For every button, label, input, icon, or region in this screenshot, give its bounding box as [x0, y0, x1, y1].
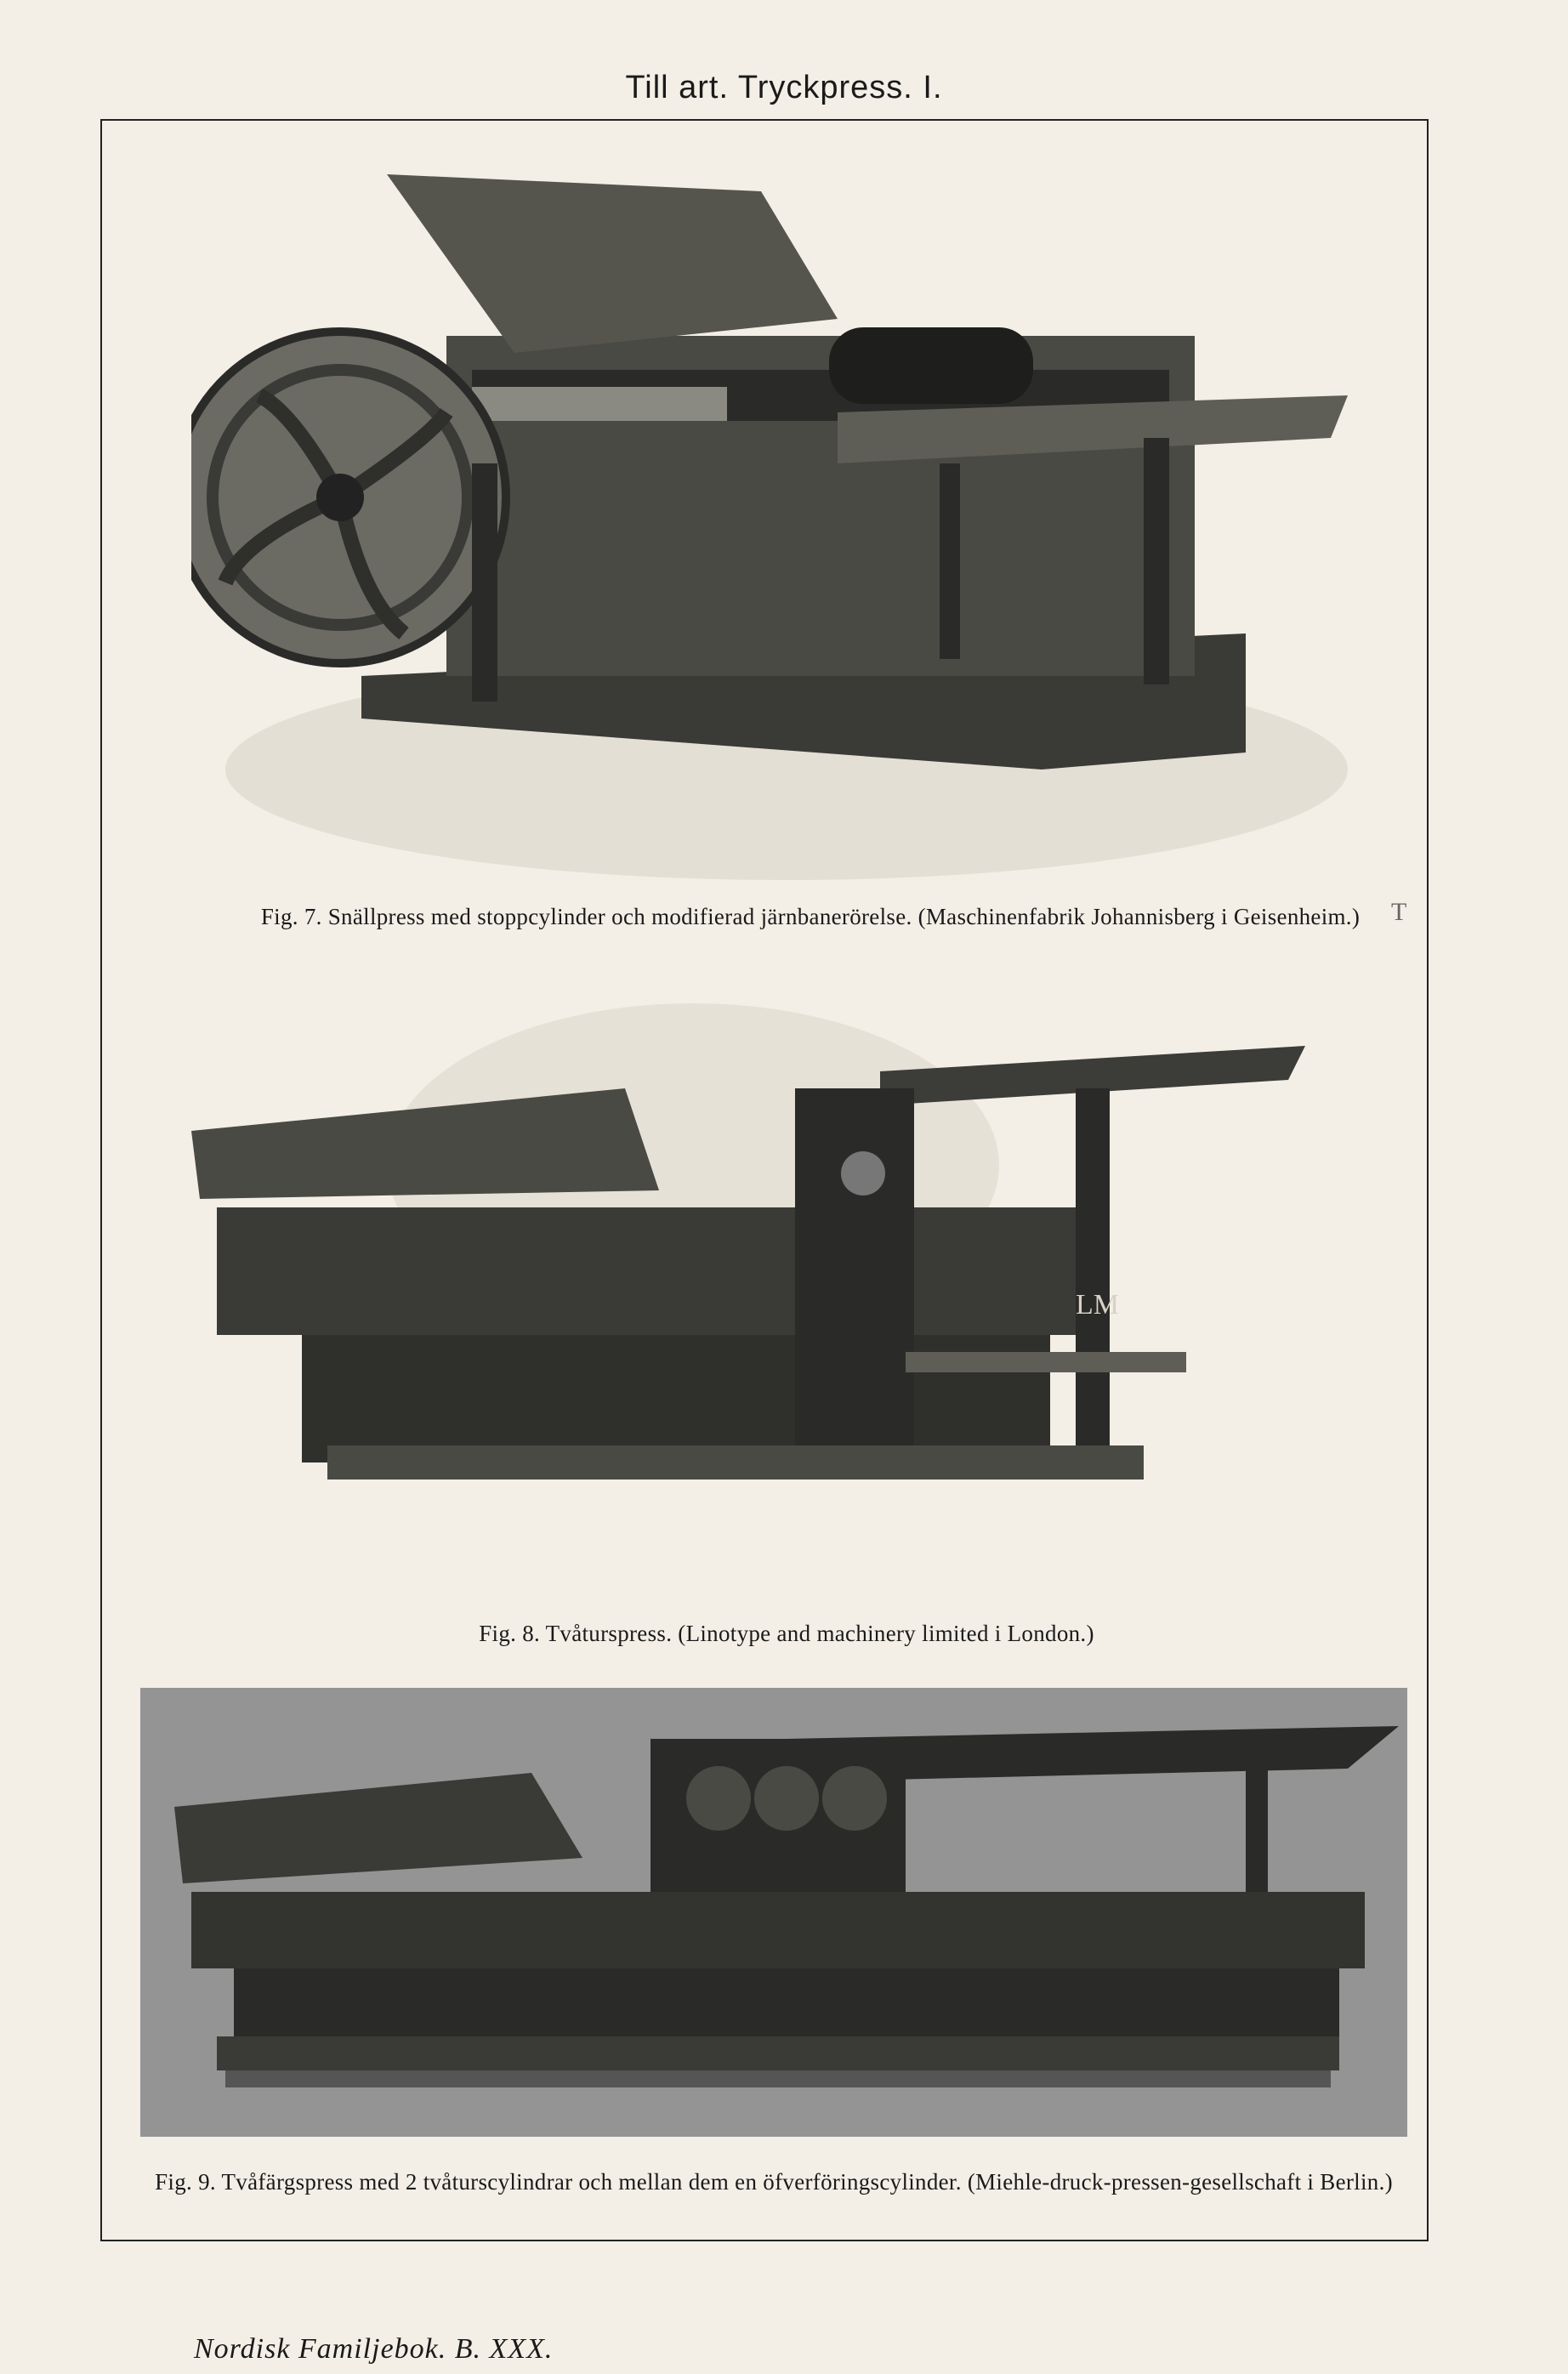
- machine-body: [217, 1207, 1101, 1335]
- cylinder-housing: [795, 1088, 914, 1462]
- figure-8-caption: Fig. 8. Tvåturspress. (Linotype and machinery limited i London.): [479, 1621, 1094, 1646]
- feed-board: [387, 174, 838, 353]
- page-title: Till art. Tryckpress. I.: [625, 70, 943, 105]
- machine-base: [327, 1445, 1144, 1479]
- machine-bed: [191, 1892, 1365, 1968]
- footer-signature: Nordisk Familjebok. B. XXX.: [194, 2333, 554, 2365]
- figure-8-illustration: [183, 995, 1314, 1539]
- figure-9-caption: Fig. 9. Tvåfärgspress med 2 tvåturscylindrar och mellan dem en öfverföringscylinder. (Miehle-druck-pressen-gesellschaft i Berlin.): [155, 2169, 1393, 2195]
- figure-7-illustration: [191, 157, 1348, 889]
- figure-9-illustration: [140, 1688, 1407, 2137]
- figure-7-caption: Fig. 7. Snällpress med stoppcylinder och modifierad järnbanerörelse. (Maschinenfabrik Johannisberg i Geisenheim.): [260, 904, 1361, 929]
- margin-mark: T: [1391, 898, 1407, 926]
- machine-base: [217, 2036, 1339, 2070]
- plate-mark: LM: [1076, 1289, 1119, 1320]
- ink-rollers: [829, 327, 1033, 404]
